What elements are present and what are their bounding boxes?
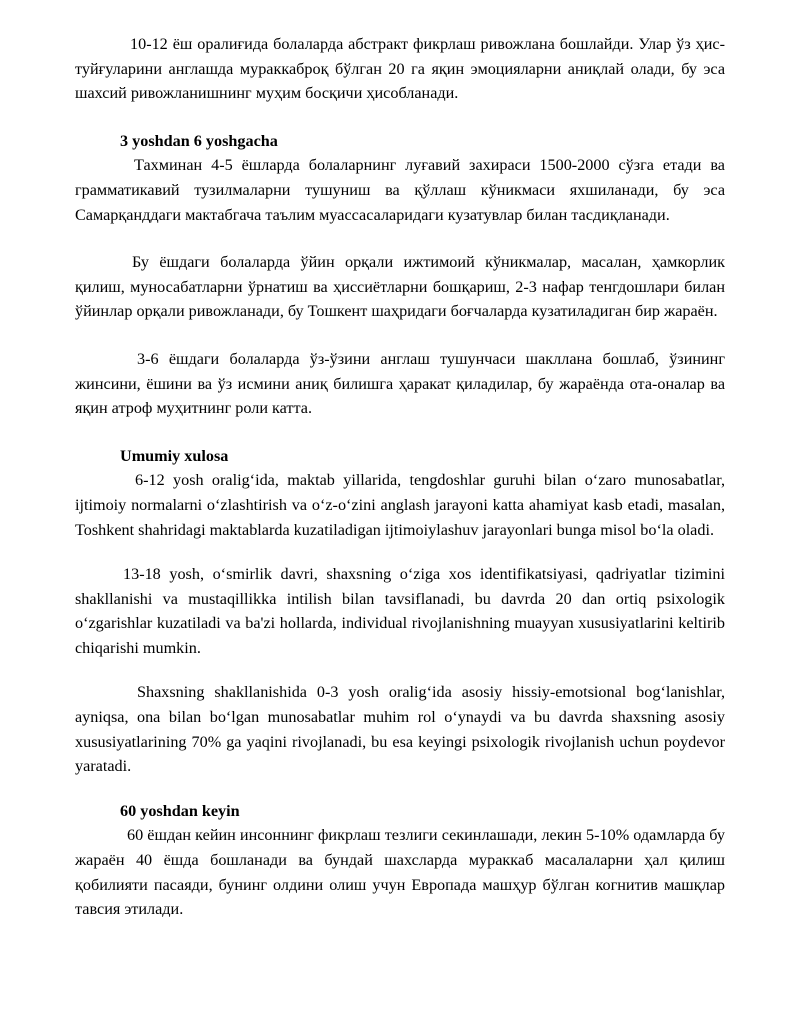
spacer bbox=[75, 542, 725, 562]
spacer bbox=[75, 227, 725, 250]
paragraph-social-skills: Бу ёшдаги болаларда ўйин орқали ижтимоий кўникмалар, масалан, ҳамкорлик қилиш, муносабатларни ўрнатиш ва ҳиссиётларни бошқариш, 2-3 нафар тенгдошлари билан ўйинлар орқали ривожланади, бу Тошкент шаҳридаги боғчаларда кузатиладиган бир жараён. bbox=[75, 253, 725, 321]
spacer bbox=[75, 324, 725, 347]
spacer bbox=[75, 660, 725, 680]
document-page bbox=[75, 32, 725, 922]
spacer bbox=[75, 779, 725, 799]
paragraph-vocabulary: Тахминан 4-5 ёшларда болаларнинг луғавий захираси 1500-2000 сўзга етади ва грамматикавий тузилмаларни тушуниш ва қўллаш кўникмаси яхшиланади, бу эса Самарқанддаги мактабгача таълим муассасаларидаги кузатувлар билан тасдиқланади. bbox=[75, 156, 725, 224]
heading-after-60: 60 yoshdan keyin bbox=[120, 801, 240, 820]
heading-general-conclusion: Umumiy xulosa bbox=[120, 446, 229, 465]
heading-3-to-6-years: 3 yoshdan 6 yoshgacha bbox=[120, 131, 278, 150]
paragraph-school-years: 6-12 yosh oralig‘ida, maktab yillarida, tengdoshlar guruhi bilan o‘zaro munosabatlar, ijtimoiy normalarni o‘zlashtirish va o‘z-o‘zini anglash jarayoni katta ahamiyat kasb etadi, masalan, Toshkent shahridagi maktablarda kuzatiladigan ijtimoiylashuv jarayonlari bunga misol bo‘la oladi. bbox=[75, 471, 725, 539]
paragraph-abstract-thinking: 10-12 ёш оралиғида болаларда абстракт фикрлаш ривожлана бошлайди. Улар ўз ҳис-туйғуларини англашда мураккаброқ бўлган 20 га яқин эмоцияларни аниқлай олади, бу эса шахсий ривожланишнинг муҳим босқичи ҳисобланади. bbox=[75, 35, 725, 103]
paragraph-self-awareness: 3-6 ёшдаги болаларда ўз-ўзини англаш тушунчаси шакллана бошлаб, ўзининг жинсини, ёшини ва ўз исмини аниқ билишга ҳаракат қиладилар, бу жараёнда ота-оналар ва яқин атроф муҳитнинг роли катта. bbox=[75, 349, 725, 418]
paragraph-cognitive-decline: 60 ёшдан кейин инсоннинг фикрлаш тезлиги секинлашади, лекин 5-10% одамларда бу жараён 40 ёшда бошланади ва бундай шахсларда мураккаб масалаларни ҳал қилиш қобилияти пасаяди, бунинг олдини олиш учун Европада машҳур бўлган когнитив машқлар тавсия этилади. bbox=[75, 826, 725, 919]
spacer bbox=[75, 421, 725, 444]
spacer bbox=[75, 106, 725, 129]
paragraph-adolescence: 13-18 yosh, o‘smirlik davri, shaxsning o‘ziga xos identifikatsiyasi, qadriyatlar tizimini shakllanishi va mustaqillikka intilish bilan tavsiflanadi, bu davrda 20 dan ortiq psixologik o‘zgarishlar kuzatiladi va ba'zi hollarda, individual rivojlanishning muayyan xususiyatlarini keltirib chiqarishi mumkin. bbox=[75, 565, 725, 657]
paragraph-early-bonding: Shaxsning shakllanishida 0-3 yosh oralig‘ida asosiy hissiy-emotsional bog‘lanishlar, ayniqsa, ona bilan bo‘lgan munosabatlar muhim rol o‘ynaydi va bu davrda shaxsning asosiy xususiyatlarining 70% ga yaqini rivojlanadi, bu esa keyingi psixologik rivojlanish uchun poydevor yaratadi. bbox=[75, 683, 725, 776]
